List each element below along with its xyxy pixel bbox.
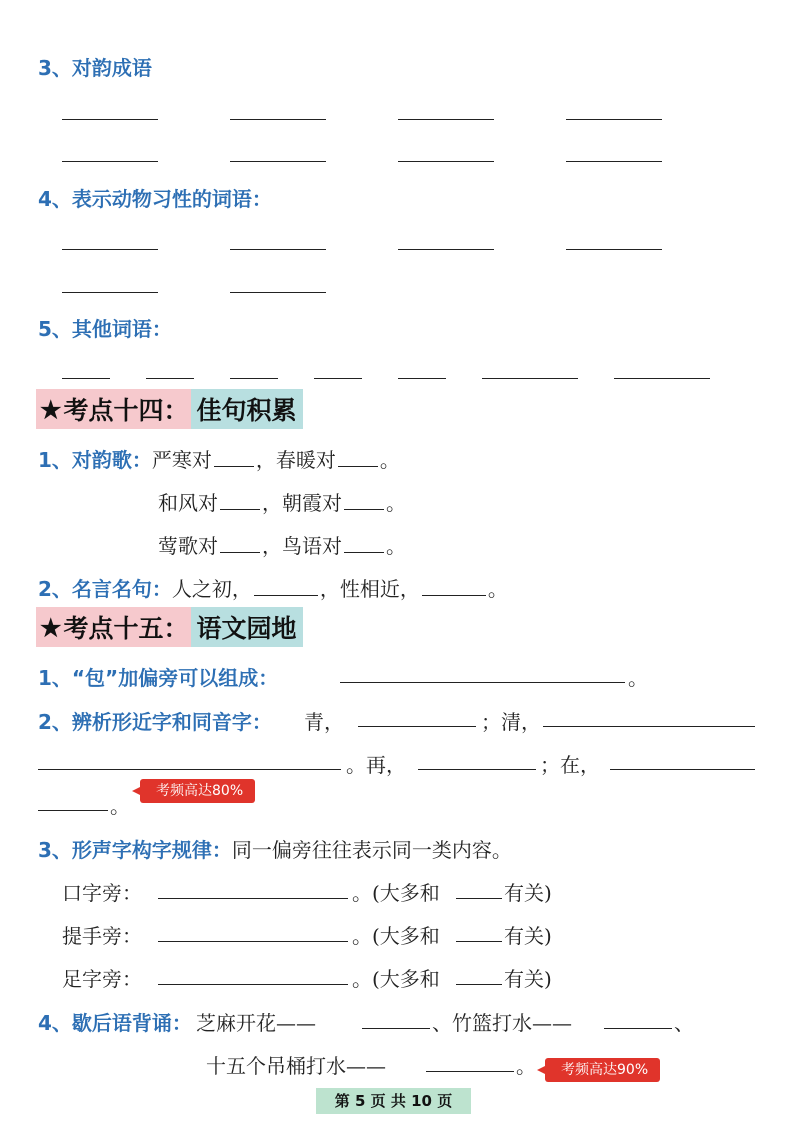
answer-blank[interactable]	[614, 378, 710, 379]
kaodian-15-number: 考点十五：	[63, 614, 189, 643]
radical-row-name: 口字旁：	[62, 881, 142, 905]
duiyun-text: ，朝霞对	[262, 491, 342, 515]
xiehouyu-text: 十五个吊桶打水——	[206, 1054, 386, 1078]
answer-blank[interactable]	[398, 249, 494, 250]
answer-blank[interactable]	[158, 898, 348, 899]
answer-blank[interactable]	[254, 575, 318, 596]
kaodian-15-label	[36, 607, 191, 647]
answer-blank[interactable]	[62, 292, 158, 293]
answer-blank[interactable]	[158, 941, 348, 942]
section-4-title: 4、表示动物习性的词语：	[38, 187, 272, 211]
answer-blank[interactable]	[610, 769, 755, 770]
duiyun-line-2	[158, 487, 406, 516]
answer-blank[interactable]	[314, 378, 362, 379]
radical-row-name: 提手旁：	[62, 924, 142, 948]
answer-blank[interactable]	[456, 898, 502, 899]
bianxi-text: 青，	[304, 710, 344, 734]
xingsheng-desc: 同一偏旁往往表示同一类内容。	[231, 838, 512, 862]
radical-row-end: 有关)	[504, 924, 552, 948]
answer-blank[interactable]	[566, 161, 662, 162]
answer-blank[interactable]	[158, 984, 348, 985]
radical-row-end: 有关)	[504, 967, 552, 991]
kaodian-14-topic: 佳句积累	[191, 389, 303, 429]
answer-blank[interactable]	[358, 726, 476, 727]
bao-end: 。	[628, 666, 648, 690]
answer-blank[interactable]	[62, 119, 158, 120]
duiyun-text: 严寒对	[151, 448, 212, 472]
answer-blank[interactable]	[418, 769, 536, 770]
answer-blank[interactable]	[566, 119, 662, 120]
answer-blank[interactable]	[38, 769, 341, 770]
xingsheng-label: 3、形声字构字规律：	[38, 838, 232, 862]
radical-row-mid: 。(大多和	[352, 967, 440, 991]
section-5-title: 5、其他词语：	[38, 317, 172, 341]
answer-blank[interactable]	[426, 1071, 514, 1072]
answer-blank[interactable]	[220, 489, 260, 510]
mingyan-text: 。	[487, 577, 508, 601]
duiyun-text: 。	[379, 448, 400, 472]
answer-blank[interactable]	[220, 532, 260, 553]
answer-blank[interactable]	[456, 984, 502, 985]
duiyun-line-1	[38, 444, 400, 473]
bianxi-text: ；在，	[540, 753, 600, 777]
bao-label: 1、“包”加偏旁可以组成：	[38, 666, 279, 690]
radical-row-name: 足字旁：	[62, 967, 142, 991]
duiyun-text: ，春暖对	[255, 448, 336, 472]
answer-blank[interactable]	[338, 446, 378, 467]
section-3-title: 3、对韵成语	[38, 56, 152, 80]
page-number: 第 5 页 共 10 页	[316, 1088, 471, 1114]
answer-blank[interactable]	[398, 378, 446, 379]
answer-blank[interactable]	[344, 532, 384, 553]
duiyun-text: 。	[386, 491, 406, 515]
bianxi-text: ；清，	[481, 710, 541, 734]
frequency-tag-80: 考频高达80%	[140, 779, 255, 803]
answer-blank[interactable]	[398, 119, 494, 120]
answer-blank[interactable]	[230, 119, 326, 120]
answer-blank[interactable]	[344, 489, 384, 510]
duiyun-text: 。	[386, 534, 406, 558]
xingsheng-line	[38, 834, 512, 863]
xiehouyu-text: 。	[516, 1054, 536, 1078]
answer-blank[interactable]	[230, 161, 326, 162]
bianxi-label: 2、辨析形近字和同音字：	[38, 710, 272, 734]
bianxi-text: 。	[110, 794, 130, 818]
bianxi-text: 。再，	[346, 753, 406, 777]
mingyan-text: ，性相近，	[319, 577, 420, 601]
kaodian-14-number: 考点十四：	[63, 396, 189, 425]
kaodian-15-header	[36, 607, 303, 647]
mingyan-label: 2、名言名句：	[38, 577, 172, 601]
answer-blank[interactable]	[456, 941, 502, 942]
answer-blank[interactable]	[230, 378, 278, 379]
duiyun-label: 1、对韵歌：	[38, 448, 152, 472]
xiehouyu-text: 、	[674, 1011, 694, 1035]
kaodian-15-topic: 语文园地	[191, 607, 303, 647]
answer-blank[interactable]	[482, 378, 578, 379]
star-icon: ★	[40, 612, 62, 642]
answer-blank[interactable]	[230, 249, 326, 250]
answer-blank[interactable]	[362, 1028, 430, 1029]
duiyun-text: 和风对	[158, 491, 218, 515]
answer-blank[interactable]	[340, 682, 625, 683]
answer-blank[interactable]	[398, 161, 494, 162]
xiehouyu-label: 4、歇后语背诵：	[38, 1011, 192, 1035]
answer-blank[interactable]	[543, 726, 755, 727]
kaodian-14-label	[36, 389, 191, 429]
duiyun-line-3	[158, 530, 406, 559]
mingyan-text: 人之初，	[171, 577, 252, 601]
frequency-tag-90: 考频高达90%	[545, 1058, 660, 1082]
xiehouyu-text: 芝麻开花——	[196, 1011, 316, 1035]
duiyun-text: ，鸟语对	[262, 534, 342, 558]
radical-row-end: 有关)	[504, 881, 552, 905]
answer-blank[interactable]	[566, 249, 662, 250]
answer-blank[interactable]	[214, 446, 254, 467]
radical-row-mid: 。(大多和	[352, 924, 440, 948]
mingyan-line	[38, 573, 508, 602]
answer-blank[interactable]	[38, 810, 108, 811]
radical-row-mid: 。(大多和	[352, 881, 440, 905]
answer-blank[interactable]	[604, 1028, 672, 1029]
kaodian-14-header	[36, 389, 303, 429]
answer-blank[interactable]	[230, 292, 326, 293]
answer-blank[interactable]	[62, 378, 110, 379]
xiehouyu-text: 、竹篮打水——	[432, 1011, 572, 1035]
answer-blank[interactable]	[62, 161, 158, 162]
answer-blank[interactable]	[422, 575, 486, 596]
answer-blank[interactable]	[62, 249, 158, 250]
duiyun-text: 莺歌对	[158, 534, 218, 558]
answer-blank[interactable]	[146, 378, 194, 379]
star-icon: ★	[40, 394, 62, 424]
